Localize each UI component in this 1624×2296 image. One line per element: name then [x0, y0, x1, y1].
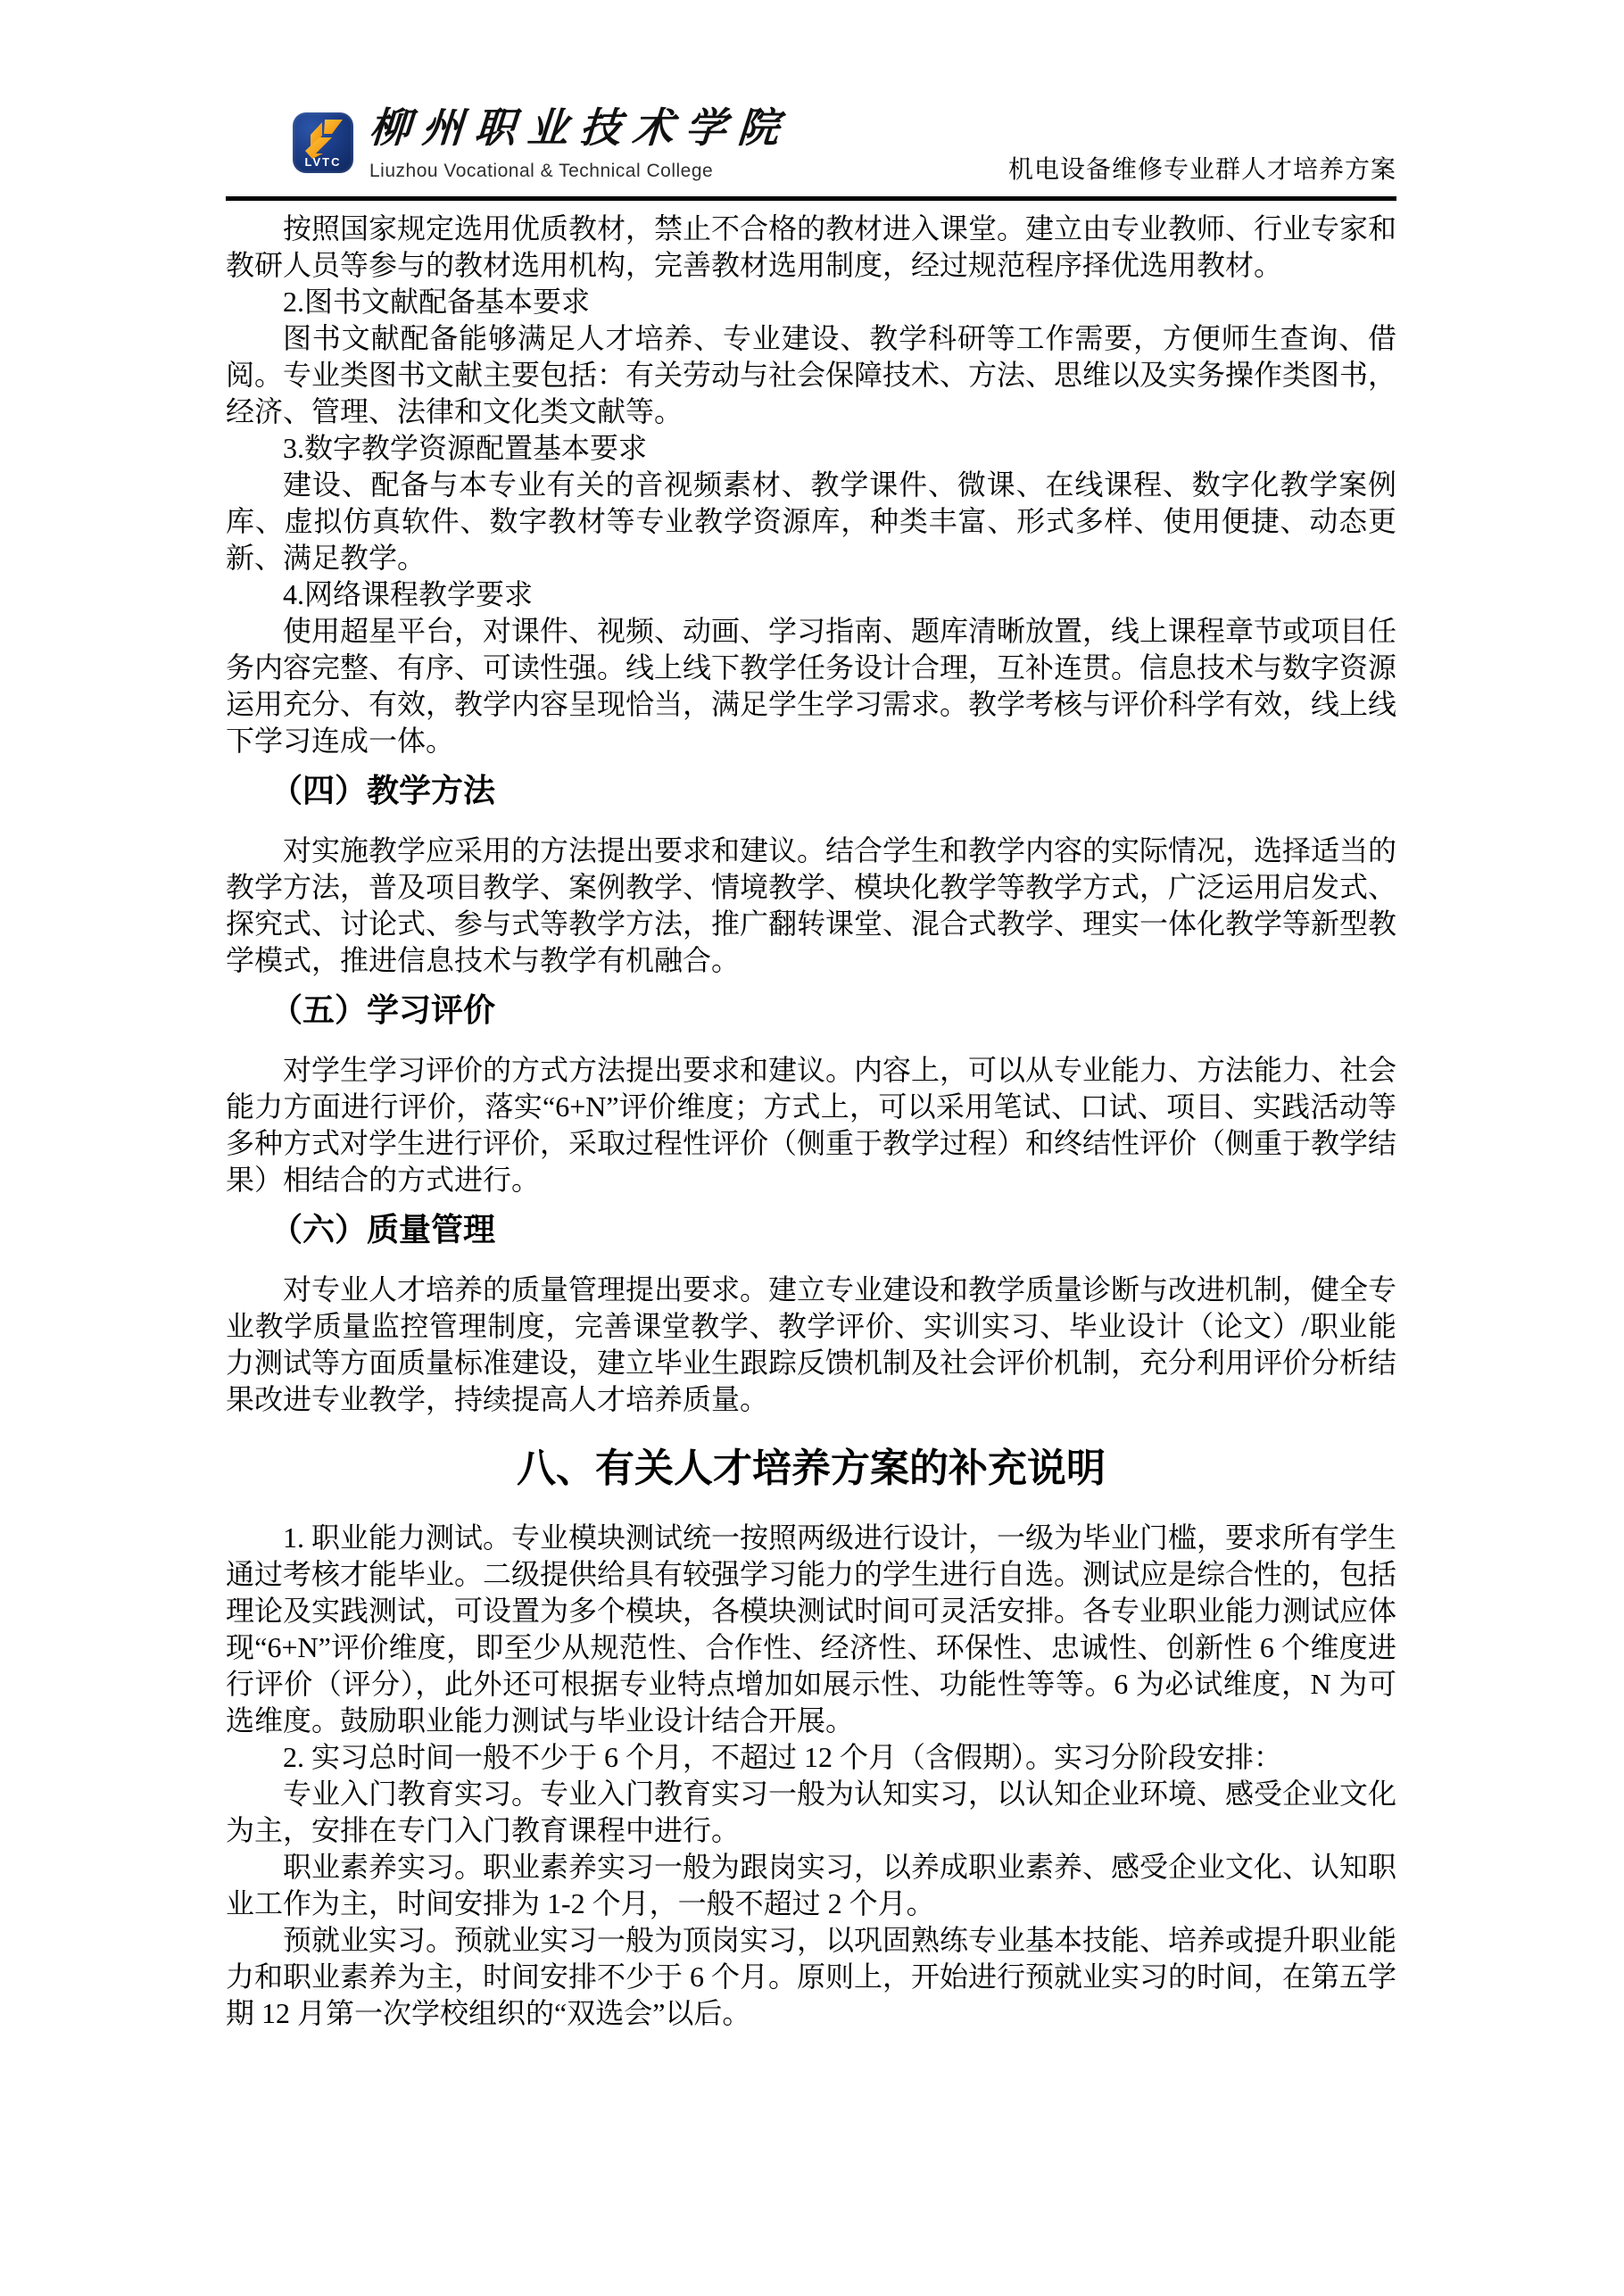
section-heading: （五）学习评价 [270, 991, 496, 1028]
paragraph: 4.网络课程教学要求 [283, 578, 534, 610]
college-name-cn: 柳州职业技术学院 [368, 105, 792, 151]
section-heading: （四）教学方法 [270, 772, 496, 808]
paragraph: 职业素养实习。职业素养实习一般为跟岗实习，以养成职业素养、感受企业文化、认知职业工作为主，时间安排为 1-2 个月，一般不超过 2 个月。 [226, 1851, 1397, 1919]
paragraph: 建设、配备与本专业有关的音视频素材、教学课件、微课、在线课程、数字化教学案例库、虚拟仿真软件、数字教材等专业教学资源库，种类丰富、形式多样、使用便捷、动态更新、满足教学。 [226, 468, 1396, 574]
college-name-en: Liuzhou Vocational & Technical College [369, 161, 714, 181]
paragraph: 2. 实习总时间一般不少于 6 个月，不超过 12 个月（含假期）。实习分阶段安排： [283, 1741, 1283, 1773]
paragraph: 图书文献配备能够满足人才培养、专业建设、教学科研等工作需要，方便师生查询、借阅。专业类图书文献主要包括：有关劳动与社会保障技术、方法、思维以及实务操作类图书，经济、管理、法律和文化类文献等。 [226, 322, 1397, 427]
paragraph: 对学生学习评价的方式方法提出要求和建议。内容上，可以从专业能力、方法能力、社会能力方面进行评价，落实“6+N”评价维度；方式上，可以采用笔试、口试、项目、实践活动等多种方式对学生进行评价，采取过程性评价（侧重于教学过程）和终结性评价（侧重于教学结果）相结合的方式进行。 [226, 1054, 1397, 1196]
paragraph: 使用超星平台，对课件、视频、动画、学习指南、题库清晰放置，线上课程章节或项目任务内容完整、有序、可读性强。线上线下教学任务设计合理，互补连贯。信息技术与数字资源运用充分、有效，教学内容呈现恰当，满足学生学习需求。教学考核与评价科学有效，线上线下学习连成一体。 [226, 615, 1397, 757]
paragraph: 对实施教学应采用的方法提出要求和建议。结合学生和教学内容的实际情况，选择适当的教学方法，普及项目教学、案例教学、情境教学、模块化教学等教学方式，广泛运用启发式、探究式、讨论式、参与式等教学方法，推广翻转课堂、混合式教学、理实一体化教学等新型教学模式，推进信息技术与教学有机融合。 [226, 834, 1397, 976]
paragraph: 专业入门教育实习。专业入门教育实习一般为认知实习，以认知企业环境、感受企业文化为主，安排在专门入门教育课程中进行。 [226, 1778, 1397, 1846]
paragraph: 3.数字教学资源配置基本要求 [283, 432, 648, 464]
college-logo [293, 112, 353, 173]
paragraph: 按照国家规定选用优质教材，禁止不合格的教材进入课堂。建立由专业教师、行业专家和教研人员等参与的教材选用机构，完善教材选用制度，经过规范程序择优选用教材。 [226, 212, 1397, 281]
section-heading: （六）质量管理 [270, 1211, 496, 1247]
paragraph: 1. 职业能力测试。专业模块测试统一按照两级进行设计，一级为毕业门槛，要求所有学生通过考核才能毕业。二级提供给具有较强学习能力的学生进行自选。测试应是综合性的，包括理论及实践测试，可设置为多个模块，各模块测试时间可灵活安排。各专业职业能力测试应体现“6+N”评价维度，即至少从规范性、合作性、经济性、环保性、忠诚性、创新性 6 个维度进行评价（评分），此外还可根据专业特点增加如展示性、功能性等等。6 为必试维度，N 为可选维度。鼓励职业能力测试与毕业设计结合开展。 [226, 1521, 1397, 1737]
paragraph: 2.图书文献配备基本要求 [283, 286, 591, 318]
document-body [226, 211, 1396, 2032]
paragraph: 对专业人才培养的质量管理提出要求。建立专业建设和教学质量诊断与改进机制，健全专业教学质量监控管理制度，完善课堂教学、教学评价、实训实习、毕业设计（论文）/职业能力测试等方面质量标准建设，建立毕业生跟踪反馈机制及社会评价机制，充分利用评价分析结果改进专业教学，持续提高人才培养质量。 [226, 1273, 1397, 1415]
paragraph: 预就业实习。预就业实习一般为顶岗实习，以巩固熟练专业基本技能、培养或提升职业能力和职业素养为主，时间安排不少于 6 个月。原则上，开始进行预就业实习的时间，在第五学期 12 月第一次学校组织的“双选会”以后。 [226, 1924, 1397, 2029]
document-title: 机电设备维修专业群人才培养方案 [1007, 156, 1396, 184]
chapter-heading: 八、有关人才培养方案的补充说明 [517, 1446, 1106, 1490]
logo-abbr-label: LVTC [304, 155, 342, 169]
header-rule [226, 196, 1396, 201]
page-header [0, 0, 1624, 205]
